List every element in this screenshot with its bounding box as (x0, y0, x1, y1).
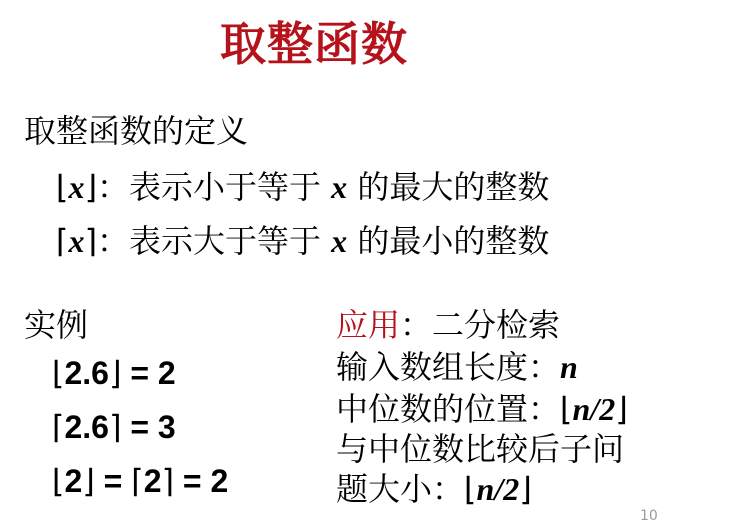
ceil-text-before: ：表示大于等于 (96, 222, 332, 260)
ex2-close-bracket: ⌉ (108, 408, 122, 446)
ex3-value-2: 2 (143, 463, 162, 499)
application-topic: ：二分检索 (400, 306, 561, 344)
floor-close-bracket: ⌋ (84, 168, 97, 206)
app-line4-close-bracket: ⌋ (519, 470, 532, 508)
ex3-close-bracket-2: ⌉ (161, 462, 174, 500)
app-line4-expr: n/2 (476, 471, 520, 507)
application-line-4 (336, 464, 532, 510)
ex1-result: = 2 (121, 355, 176, 391)
definition-heading: 取整函数的定义 (24, 112, 249, 150)
ex1-value: 2.6 (64, 355, 109, 391)
ceil-variable: x (68, 223, 85, 259)
ex3-equals: = (94, 463, 132, 499)
floor-text-after: 的最大的整数 (347, 168, 550, 206)
ex3-result: = 2 (174, 463, 229, 499)
page-number: 10 (640, 508, 658, 524)
floor-text-before: ：表示小于等于 (96, 168, 332, 206)
example-ceil-2-6 (52, 408, 176, 446)
slide-title: 取整函数 (220, 17, 408, 71)
ceil-open-bracket: ⌈ (56, 222, 69, 260)
floor-open-bracket: ⌊ (56, 168, 69, 206)
application-label: 应用 (336, 306, 401, 344)
app-line2-open-bracket: ⌊ (560, 390, 573, 428)
app-line1-var: n (560, 349, 578, 385)
application-line-3: 与中位数比较后子问 (336, 430, 625, 468)
ex1-open-bracket: ⌊ (52, 354, 65, 392)
floor-variable: x (68, 169, 85, 205)
application-heading (336, 300, 560, 346)
app-line2-expr: n/2 (572, 391, 616, 427)
app-line1-text: 输入数组长度： (336, 348, 561, 386)
example-floor-2-6 (52, 354, 176, 392)
ex3-open-bracket-1: ⌊ (52, 462, 65, 500)
ex3-value-1: 2 (64, 463, 83, 499)
app-line2-close-bracket: ⌋ (615, 390, 628, 428)
ceil-definition (56, 216, 549, 262)
app-line2-text: 中位数的位置： (336, 390, 561, 428)
app-line4-text: 题大小： (336, 470, 465, 508)
app-line4-open-bracket: ⌊ (464, 470, 477, 508)
ex3-open-bracket-2: ⌈ (131, 462, 144, 500)
ceil-text-after: 的最小的整数 (347, 222, 550, 260)
floor-text-variable: x (331, 169, 348, 205)
ex2-open-bracket: ⌈ (52, 408, 65, 446)
examples-heading: 实例 (24, 306, 89, 344)
application-line-1 (336, 342, 578, 388)
floor-definition (56, 162, 549, 208)
ex2-value: 2.6 (64, 409, 109, 445)
ceil-close-bracket: ⌉ (84, 222, 97, 260)
ex3-close-bracket-1: ⌋ (82, 462, 95, 500)
ex2-result: = 3 (121, 409, 176, 445)
ceil-text-variable: x (331, 223, 348, 259)
example-floor-ceil-2 (52, 462, 228, 500)
ex1-close-bracket: ⌋ (108, 354, 122, 392)
